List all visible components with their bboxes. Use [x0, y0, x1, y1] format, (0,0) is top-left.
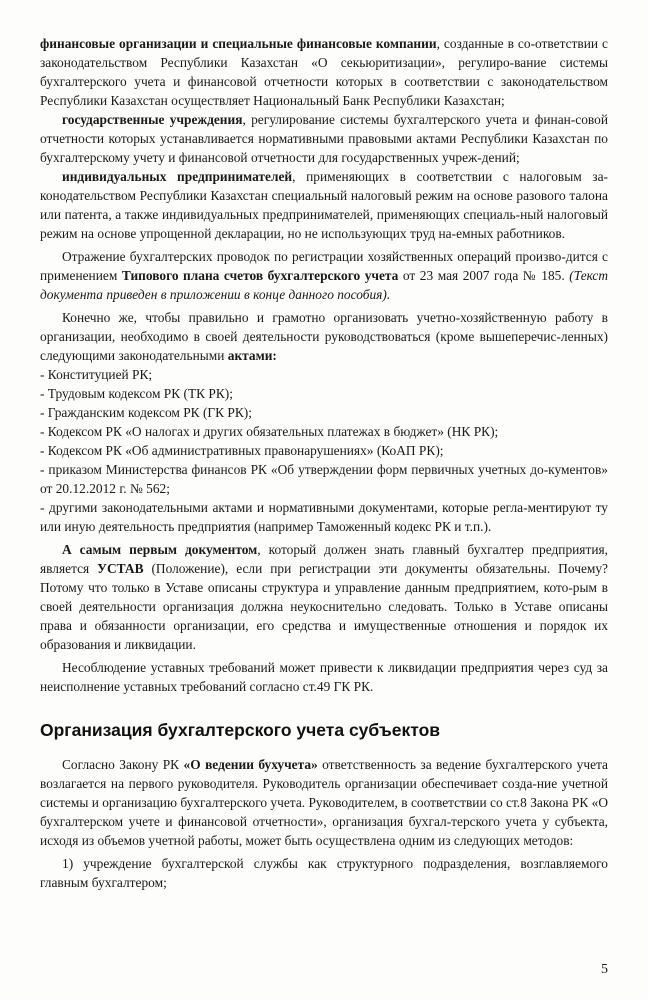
law-title: «О ведении бухучета» [183, 757, 318, 772]
intro-term-3: индивидуальных предпринимателей [62, 169, 293, 184]
intro-text-3: , применяющих в соответствии с налоговым за-конодательством Республики Казахстан специальный налоговый режим на основе разового талона или патента, а также индивидуальных предпринимателей, применяющих специаль-ный налоговый режим на основе упрощенной декларации, но не использующих труд на-емных работников. [40, 169, 608, 241]
list-item: - другими законодательными актами и нормативными документами, которые регла-ментируют ту или иную деятельность предприятия (например Таможенный кодекс РК и т.п.). [40, 500, 608, 534]
list-item: - Кодексом РК «Об административных правонарушениях» (КоАП РК); [40, 443, 444, 458]
charter-text-1: , который должен знать главный бухгалтер предприятия, является [40, 542, 608, 576]
plan-title: Типового плана счетов бухгалтерского учета [121, 268, 399, 283]
chart-of-accounts-paragraph [40, 247, 608, 304]
law-text-2: ответственность за ведение бухгалтерского учета возлагается на первого руководителя. Руководитель организации обеспечивает созда-ние учетной системы и организацию бухгалтерского учета. Руководителем, в соответствии со ст.8 Закона РК «О бухгалтерском учете и финансовой отчетности», организация бухгал-терского учета у субъекта, исходя из объемов учетной работы, может быть осуществлена одним из следующих методов: [40, 757, 609, 848]
plan-note: (Текст документа приведен в приложении в конце данного пособия). [40, 268, 608, 302]
section-heading: Организация бухгалтерского учета субъектов [40, 720, 441, 740]
intro-paragraph-2 [40, 110, 608, 167]
intro-term-1: финансовые организации и специальные финансовые компании [40, 36, 437, 51]
law-paragraph [40, 755, 608, 850]
intro-text-1: , созданные в со-ответствии с законодательством Республики Казахстан «О секьюритизации», регулиро-вание системы бухгалтерского учета и финансовой отчетности которых в соответствии с законодательством Республики Казахстан осуществляет Национальный Банк Республики Казахстан; [40, 36, 608, 108]
intro-paragraph-1 [40, 34, 608, 110]
acts-intro-paragraph [40, 308, 608, 365]
plan-text-before: Отражение бухгалтерских проводок по регистрации хозяйственных операций произво-дится с применением [40, 249, 608, 283]
noncompliance-paragraph: Несоблюдение уставных требований может привести к ликвидации предприятия через суд за неисполнение уставных требований согласно ст.49 ГК РК. [40, 660, 608, 694]
list-item: - приказом Министерства финансов РК «Об утверждении форм первичных учетных до-кументов» от 20.12.2012 г. № 562; [40, 462, 608, 496]
charter-paragraph [40, 540, 608, 654]
legal-acts-list [40, 365, 608, 536]
list-item: - Трудовым кодексом РК (ТК РК); [40, 386, 233, 401]
intro-paragraph-3 [40, 167, 608, 243]
acts-intro-bold: актами: [227, 348, 277, 363]
charter-text-2: (Положение), если при регистрации эти документы обязательны. Почему? Потому что только в Уставе описаны структура и управление данным предприятием, кото-рым в своей деятельности организация должна неукоснительно следовать. Только в Уставе описаны права и обязанности организации, его средства и имущественные отношения и порядок их образования и ликвидации. [40, 561, 608, 652]
charter-bold-2: УСТАВ [97, 561, 144, 576]
intro-term-2: государственные учреждения [62, 112, 243, 127]
law-text-1: Согласно Закону РК [62, 757, 184, 772]
page-number: 5 [601, 962, 608, 977]
list-item: - Конституцией РК; [40, 367, 153, 382]
list-item: - Гражданским кодексом РК (ГК РК); [40, 405, 252, 420]
charter-bold-1: А самым первым документом [62, 542, 258, 557]
list-item: - Кодексом РК «О налогах и других обязательных платежах в бюджет» (НК РК); [40, 424, 499, 439]
method-1-paragraph: 1) учреждение бухгалтерской службы как структурного подразделения, возглавляемого главным бухгалтером; [40, 856, 608, 890]
plan-text-after: от 23 мая 2007 года № 185. [398, 268, 570, 283]
acts-intro-text: Конечно же, чтобы правильно и грамотно организовать учетно-хозяйственную работу в организации, необходимо в своей деятельности руководствоваться (кроме вышеперечис-ленных) следующими законодательными [40, 310, 608, 363]
intro-text-2: , регулирование системы бухгалтерского учета и финан-совой отчетности которых устанавливается нормативными правовыми актами Республики Казахстан по бухгалтерскому учету и финансовой отчетности для государственных учреж-дений; [40, 112, 608, 165]
